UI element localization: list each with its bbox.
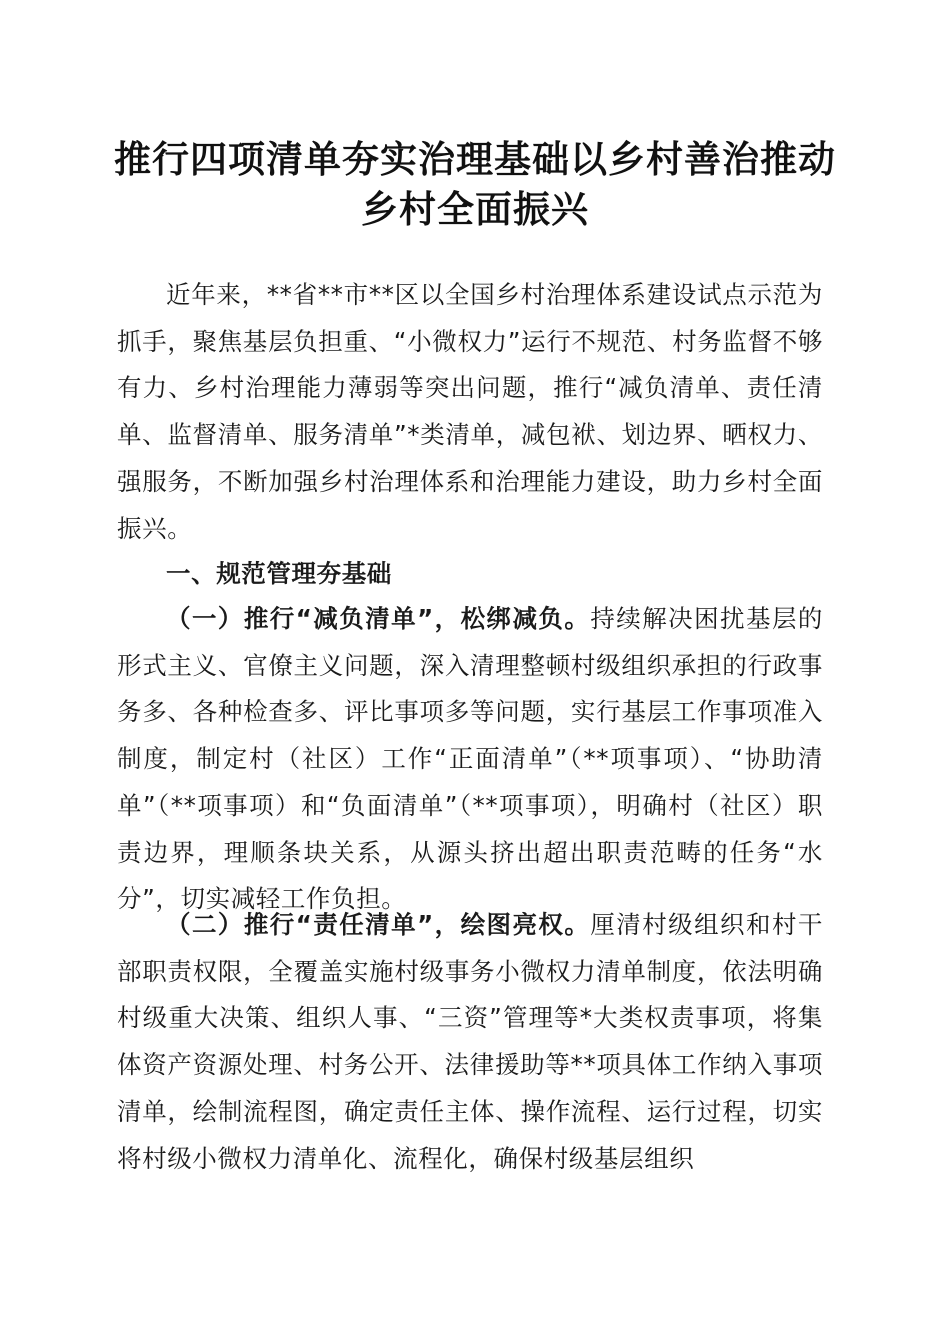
item-one-body: 持续解决困扰基层的形式主义、官僚主义问题，深入清理整顿村级组织承担的行政事务多、各种检查多、评比事项多等问题，实行基层工作事项准入制度，制定村（社区）工作“正面清单”（**项事项）、“协助清单”（**项事项）和“负面清单”（**项事项），明确村（社区）职责边界，理顺条块关系，从源头挤出超出职责范畴的任务“水分”，切实减轻工作负担。 [117,604,823,914]
section-heading: 一、规范管理夯基础 [166,559,392,588]
document-title: 推行四项清单夯实治理基础以乡村善治推动乡村全面振兴 [114,137,836,231]
item-one-lead: （一）推行“减负清单”，松绑减负。 [166,604,591,633]
item-two-lead: （二）推行“责任清单”，绘图亮权。 [166,910,591,939]
intro-paragraph: 近年来，**省**市**区以全国乡村治理体系建设试点示范为抓手，聚焦基层负担重、“小微权力”运行不规范、村务监督不够有力、乡村治理能力薄弱等突出问题，推行“减负清单、责任清单、监督清单、服务清单”*类清单，减包袱、划边界、晒权力、强服务，不断加强乡村治理体系和治理能力建设，助力乡村全面振兴。 [117,280,823,543]
item-two-body: 厘清村级组织和村干部职责权限，全覆盖实施村级事务小微权力清单制度，依法明确村级重大决策、组织人事、“三资”管理等*大类权责事项，将集体资产资源处理、村务公开、法律援助等**项具体工作纳入事项清单，绘制流程图，确定责任主体、操作流程、运行过程，切实将村级小微权力清单化、流程化，确保村级基层组织 [117,910,823,1173]
item-two-paragraph [117,902,823,1182]
item-one-paragraph [117,596,823,923]
